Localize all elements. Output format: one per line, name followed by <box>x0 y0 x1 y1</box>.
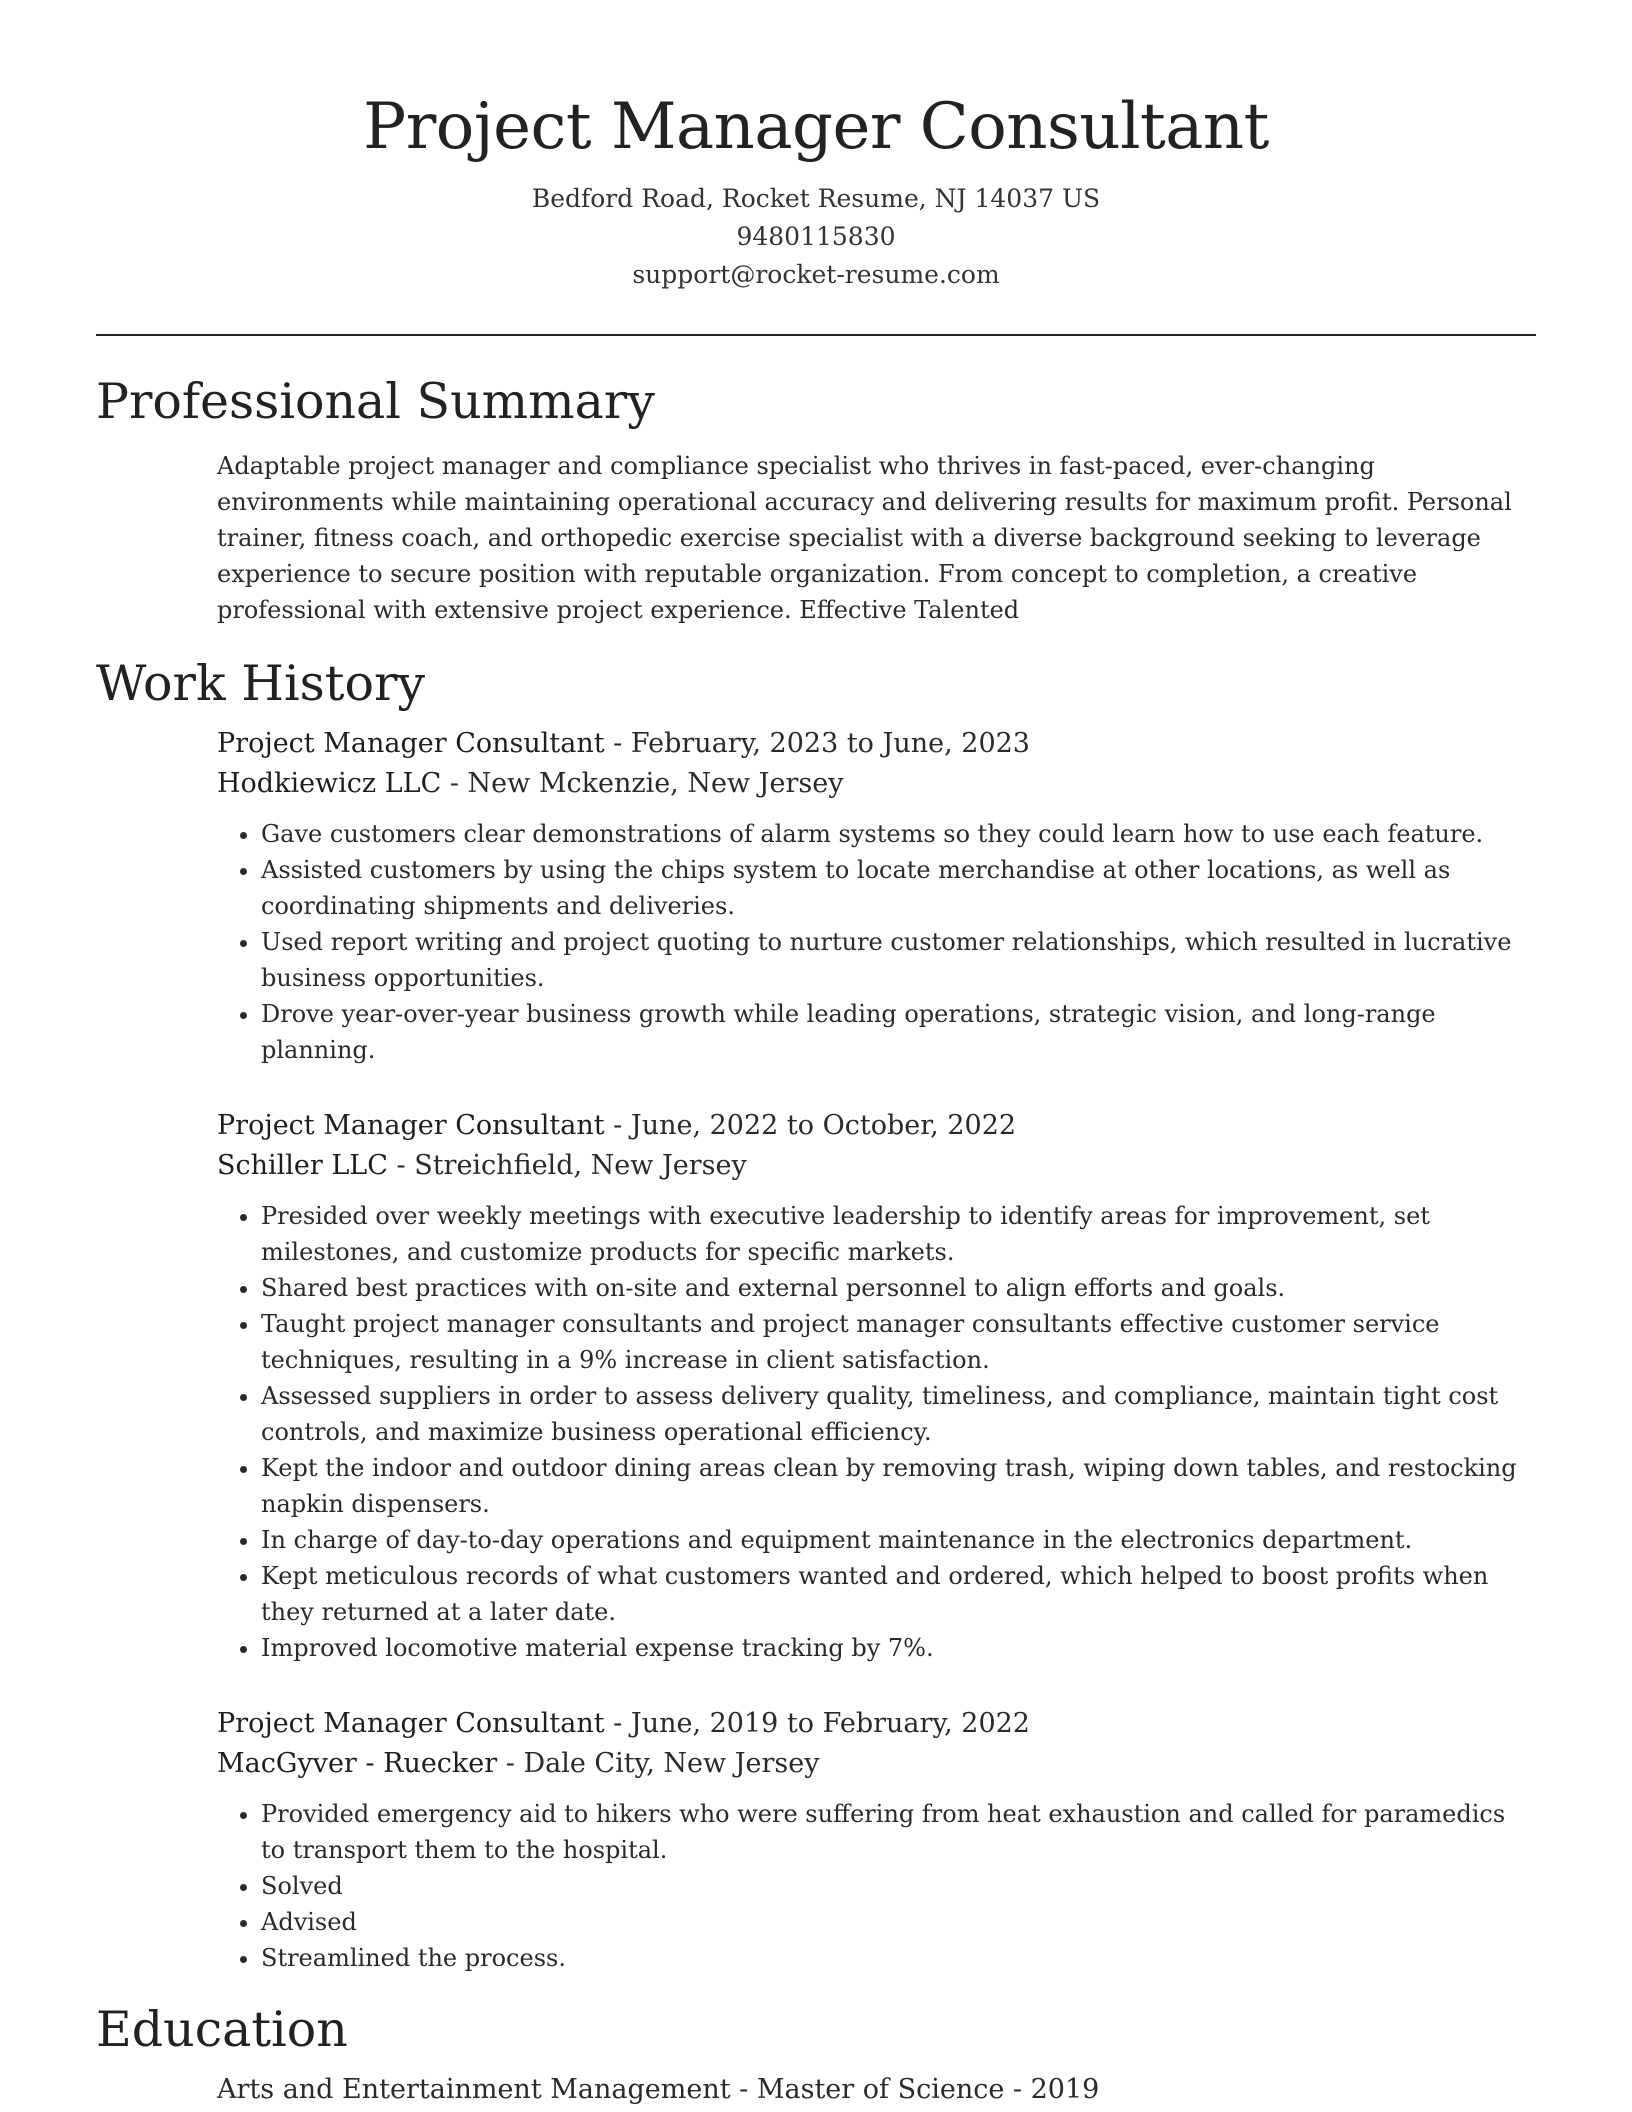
job-role-line <box>217 724 1536 764</box>
summary-text: Adaptable project manager and compliance specialist who thrives in fast-paced, ever-changing environments while maintaining operational accuracy and delivering results for maximum profit. Personal trainer, fitness coach, and orthopedic exercise specialist with a diverse background seeking to leverage experience to secure position with reputable organization. From concept to completion, a creative professional with extensive project experience. Effective Talented <box>217 452 1512 624</box>
contact-address: Bedford Road, Rocket Resume, NJ 14037 US <box>531 184 1101 213</box>
job-entry <box>217 1704 1536 1976</box>
job-company: MacGyver - Ruecker <box>217 1748 498 1779</box>
job-role-line <box>217 1106 1536 1146</box>
candidate-name: Project Manager Consultant <box>363 90 1269 164</box>
job-company-line <box>217 1744 1536 1784</box>
job-bullet: • Presided over weekly meetings with executive leadership to identify areas for improvement, set milestones, and customize products for specific markets. <box>261 1198 1536 1270</box>
job-company: Hodkiewicz LLC <box>217 768 442 799</box>
job-role: Project Manager Consultant <box>217 1708 605 1739</box>
job-bullet: • Used report writing and project quoting to nurture customer relationships, which resulted in lucrative business opportunities. <box>261 924 1536 996</box>
section-title-work-history: Work History <box>96 655 426 712</box>
job-dates: - June, 2019 to February, 2022 <box>604 1708 1030 1739</box>
job-location: - Streichfield, New Jersey <box>387 1150 747 1181</box>
resume-header <box>96 0 1536 294</box>
job-location: - Dale City, New Jersey <box>497 1748 820 1779</box>
job-bullet: • Shared best practices with on-site and external personnel to align efforts and goals. <box>261 1270 1536 1306</box>
job-bullet: • Advised <box>261 1904 1536 1940</box>
job-company: Schiller LLC <box>217 1150 388 1181</box>
job-company-line <box>217 764 1536 804</box>
job-bullets <box>217 1198 1536 1666</box>
job-dates: - February, 2023 to June, 2023 <box>604 728 1030 759</box>
job-bullet: • Assisted customers by using the chips system to locate merchandise at other locations, as well as coordinating shipments and deliveries. <box>261 852 1536 924</box>
job-bullets <box>217 1796 1536 1976</box>
education-list <box>217 2070 1536 2110</box>
job-bullet: • Improved locomotive material expense tracking by 7%. <box>261 1630 1536 1666</box>
job-dates: - June, 2022 to October, 2022 <box>604 1110 1017 1141</box>
job-bullet: • Kept meticulous records of what customers wanted and ordered, which helped to boost profits when they returned at a later date. <box>261 1558 1536 1630</box>
education-entry: Arts and Entertainment Management - Master of Science - 2019 <box>217 2074 1100 2105</box>
job-bullet: • Assessed suppliers in order to assess delivery quality, timeliness, and compliance, maintain tight cost controls, and maximize business operational efficiency. <box>261 1378 1536 1450</box>
job-bullet: • Solved <box>261 1868 1536 1904</box>
job-bullet: • In charge of day-to-day operations and equipment maintenance in the electronics department. <box>261 1522 1536 1558</box>
job-bullet: • Kept the indoor and outdoor dining areas clean by removing trash, wiping down tables, and restocking napkin dispensers. <box>261 1450 1536 1522</box>
contact-phone: 9480115830 <box>736 222 896 251</box>
job-role: Project Manager Consultant <box>217 1110 605 1141</box>
section-title-education: Education <box>96 2001 348 2058</box>
job-bullet: • Gave customers clear demonstrations of alarm systems so they could learn how to use each feature. <box>261 816 1536 852</box>
job-bullet: • Provided emergency aid to hikers who were suffering from heat exhaustion and called for paramedics to transport them to the hospital. <box>261 1796 1536 1868</box>
job-bullets <box>217 816 1536 1068</box>
job-entry <box>217 1106 1536 1666</box>
section-title-summary: Professional Summary <box>96 373 655 430</box>
job-bullet: • Taught project manager consultants and project manager consultants effective customer service techniques, resulting in a 9% increase in client satisfaction. <box>261 1306 1536 1378</box>
job-role: Project Manager Consultant <box>217 728 605 759</box>
job-entry <box>217 724 1536 1068</box>
work-history-list <box>217 724 1536 1976</box>
job-location: - New Mckenzie, New Jersey <box>441 768 844 799</box>
header-divider <box>96 334 1536 336</box>
contact-email: support@rocket-resume.com <box>632 260 1000 289</box>
job-bullet: • Drove year-over-year business growth while leading operations, strategic vision, and long-range planning. <box>261 996 1536 1068</box>
job-role-line <box>217 1704 1536 1744</box>
job-company-line <box>217 1146 1536 1186</box>
contact-block <box>96 180 1536 294</box>
job-bullet: • Streamlined the process. <box>261 1940 1536 1976</box>
